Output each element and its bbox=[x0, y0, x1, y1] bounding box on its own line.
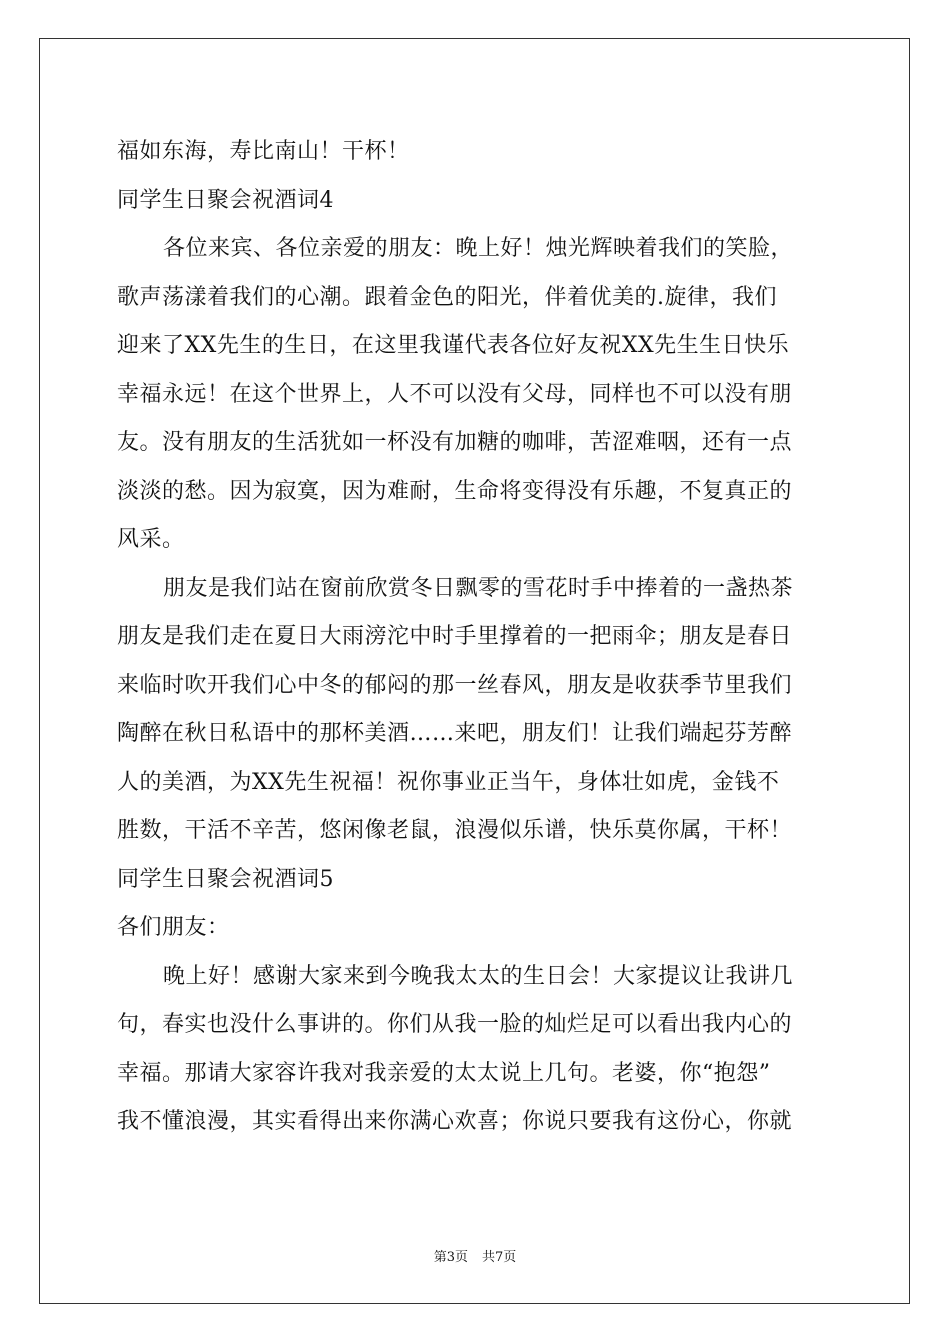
text-line: 胜数，干活不辛苦，悠闲像老鼠，浪漫似乐谱，快乐莫你属，干杯！ bbox=[117, 818, 793, 843]
paragraph-first-line: 晚上好！感谢大家来到今晚我太太的生日会！大家提议让我讲几 bbox=[163, 963, 794, 989]
text-line: 句，春实也没什么事讲的。你们从我一脸的灿烂足可以看出我内心的 bbox=[117, 1012, 793, 1037]
paragraph-first-line: 朋友是我们站在窗前欣赏冬日飘零的雪花时手中捧着的一盏热茶 bbox=[163, 575, 794, 601]
document-body bbox=[117, 128, 833, 1147]
text-line: 友。没有朋友的生活犹如一杯没有加糖的咖啡，苦涩难咽，还有一点 bbox=[117, 430, 793, 455]
text-line: 淡淡的愁。因为寂寞，因为难耐，生命将变得没有乐趣，不复真正的 bbox=[117, 478, 793, 504]
salutation: 各们朋友： bbox=[117, 915, 230, 940]
text-line: 幸福。那请大家容许我对我亲爱的太太说上几句。老婆，你“抱怨” bbox=[117, 1060, 771, 1086]
text-line: 福如东海，寿比南山！干杯！ bbox=[117, 139, 410, 164]
page-total: 共7页 bbox=[482, 1250, 517, 1265]
text-line: 风采。 bbox=[117, 527, 185, 552]
text-line: 人的美酒，为XX先生祝福！祝你事业正当午，身体壮如虎，金钱不 bbox=[117, 769, 780, 795]
text-line: 朋友是我们走在夏日大雨滂沱中时手里撑着的一把雨伞；朋友是春日 bbox=[117, 624, 793, 649]
page-footer bbox=[0, 1246, 950, 1265]
section-heading: 同学生日聚会祝酒词4 bbox=[117, 187, 334, 213]
section-heading: 同学生日聚会祝酒词5 bbox=[117, 866, 334, 892]
paragraph-first-line: 各位来宾、各位亲爱的朋友：晚上好！烛光辉映着我们的笑脸， bbox=[163, 236, 794, 261]
text-line: 陶醉在秋日私语中的那杯美酒……来吧，朋友们！让我们端起芬芳醉 bbox=[117, 721, 793, 746]
text-line: 歌声荡漾着我们的心潮。跟着金色的阳光，伴着优美的.旋律，我们 bbox=[117, 284, 777, 310]
text-line: 幸福永远！在这个世界上，人不可以没有父母，同样也不可以没有朋 bbox=[117, 381, 793, 407]
text-line: 我不懂浪漫，其实看得出来你满心欢喜；你说只要我有这份心，你就 bbox=[117, 1109, 793, 1134]
page-number: 第3页 bbox=[433, 1250, 468, 1265]
text-line: 迎来了XX先生的生日，在这里我谨代表各位好友祝XX先生生日快乐 bbox=[117, 333, 790, 358]
text-line: 来临时吹开我们心中冬的郁闷的那一丝春风，朋友是收获季节里我们 bbox=[117, 672, 793, 698]
